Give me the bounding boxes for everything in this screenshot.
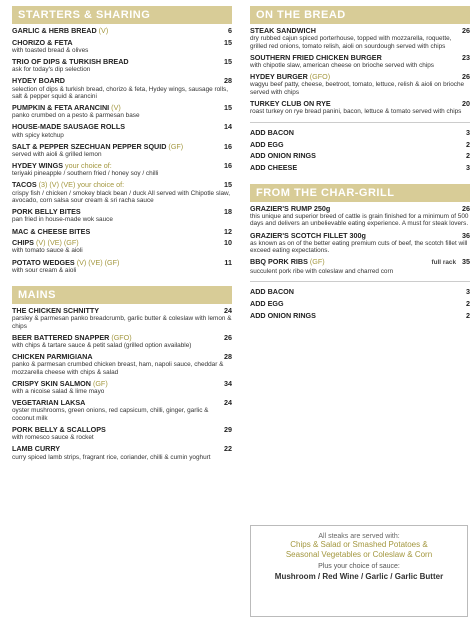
menu-item-row (12, 426, 232, 434)
menu-item (250, 73, 470, 96)
menu-item-row (12, 399, 232, 407)
menu-item-title: CHIPS (12, 238, 34, 248)
menu-item-description: curry spiced lamb strips, fragrant rice, coriander, chilli & cumin yoghurt (12, 453, 211, 461)
bread-list (250, 27, 470, 116)
menu-item-price-wrap (224, 426, 232, 434)
menu-item-row (12, 162, 232, 170)
menu-item-row (12, 380, 232, 388)
bread-addons-list (250, 129, 470, 172)
menu-item-row (12, 208, 232, 216)
menu-item-description: with a nicoise salad & lime mayo (12, 388, 105, 396)
menu-item-name (250, 258, 325, 266)
menu-item-row (250, 205, 470, 213)
menu-item-price-wrap (224, 380, 232, 388)
addon-name: ADD EGG (250, 298, 284, 308)
menu-item-dietary-tag: (3) (V) (VE) your choice of: (38, 180, 125, 190)
menu-item-price-wrap (224, 399, 232, 407)
menu-item-name (12, 380, 108, 388)
menu-item-description: with romesco sauce & rocket (12, 434, 94, 442)
menu-item (12, 399, 232, 422)
menu-item-dietary-tag: (V) (111, 103, 121, 113)
menu-item-description: with chipotle slaw, american cheese on brioche served with chips (250, 62, 435, 70)
divider (250, 281, 470, 282)
menu-item-row (250, 73, 470, 81)
menu-item-title: STEAK SANDWICH (250, 26, 316, 35)
menu-item-description: panko crumbed on a pesto & parmesan base (12, 112, 140, 120)
addon-row (250, 300, 470, 308)
menu-item-name (12, 77, 65, 85)
menu-item-name (12, 143, 183, 151)
menu-item-row (12, 104, 232, 112)
menu-item-price: 26 (462, 26, 470, 35)
menu-item-price-wrap (228, 27, 232, 35)
menu-item-price-wrap (224, 334, 232, 342)
menu-item-price: 16 (224, 161, 232, 171)
sides-intro: All steaks are served with: (318, 533, 400, 540)
menu-item-name (12, 353, 93, 361)
menu-item-row (12, 353, 232, 361)
left-column (12, 6, 232, 465)
menu-item (12, 58, 232, 74)
addon-name: ADD BACON (250, 287, 294, 297)
menu-item-row (12, 58, 232, 66)
menu-item-price: 11 (224, 257, 232, 267)
menu-item-title: CRISPY SKIN SALMON (12, 378, 91, 388)
menu-item-row (250, 100, 470, 108)
menu-item-price: 26 (224, 332, 232, 342)
menu-item-title: HYDEY BOARD (12, 76, 65, 86)
menu-item-price-wrap (224, 353, 232, 361)
addon-price: 3 (466, 162, 470, 172)
menu-item-description: parsley & parmesan panko breadcrumb, garlic butter & coleslaw with lemon & chips (12, 315, 232, 330)
menu-item-price: 10 (224, 238, 232, 248)
menu-item (250, 205, 470, 228)
menu-item-name (12, 181, 124, 189)
sides-options-line1: Chips & Salad or Smashed Potatoes & (290, 540, 428, 549)
grill-addons-list (250, 288, 470, 320)
menu-item-price: 28 (224, 352, 232, 362)
menu-item-title: HYDEY BURGER (250, 72, 308, 82)
menu-item-dietary-tag: (GF) (168, 141, 184, 151)
menu-item-title: GRAZIER'S SCOTCH FILLET 300g (250, 230, 366, 240)
menu-item-dietary-tag: (GF) (309, 257, 325, 267)
menu-item-description: selection of dips & turkish bread, chorizo & feta, Hydey wings, sausage rolls, salt & pepper squid & arancini (12, 85, 228, 101)
menu-item (12, 104, 232, 120)
menu-item-row (12, 27, 232, 35)
menu-item-price: 35 (462, 257, 470, 267)
menu-item-price-wrap (224, 58, 232, 66)
menu-item-price: 20 (462, 99, 470, 109)
menu-item-price: 22 (224, 444, 232, 454)
menu-item-row (250, 232, 470, 240)
menu-item-price-wrap (224, 39, 232, 47)
addon-price: 2 (466, 298, 470, 308)
menu-item (12, 353, 232, 376)
sauce-intro: Plus your choice of sauce: (318, 563, 400, 570)
menu-item-name (12, 123, 125, 131)
menu-item-price-wrap (224, 445, 232, 453)
sauce-options: Mushroom / Red Wine / Garlic / Garlic Butter (274, 572, 444, 581)
menu-item-price-wrap (224, 307, 232, 315)
menu-item-title: GARLIC & HERB BREAD (12, 26, 97, 35)
menu-item-name (250, 54, 382, 62)
menu-item-price: 36 (462, 230, 470, 240)
addon-row (250, 288, 470, 296)
menu-item (250, 100, 470, 116)
menu-item-price: 26 (462, 72, 470, 82)
menu-item-title: TURKEY CLUB ON RYE (250, 99, 331, 109)
menu-item-description: dry rubbed cajun spiced porterhouse, topped with mozzarella, roquette, grilled red onions, tomato relish, aioli on sourdough served with chips (250, 35, 452, 50)
menu-item-description: crispy fish / chicken / smokey black bean / duck All served with Chipotle slaw, avocado, corn salsa sour cream & sri racha sauce (12, 189, 231, 205)
menu-item (12, 307, 232, 330)
menu-item-row (12, 259, 232, 267)
menu-item-title: HYDEY WINGS (12, 161, 63, 171)
addon-name: ADD ONION RINGS (250, 151, 316, 161)
addon-name: ADD BACON (250, 127, 294, 137)
menu-item-row (250, 27, 470, 35)
sides-options-line2: Seasonal Vegetables or Coleslaw & Corn (285, 550, 433, 559)
menu-item-price-wrap (224, 239, 232, 247)
menu-item (12, 380, 232, 396)
menu-item-description: as known as on of the better eating premium cuts of beef, the scotch fillet will exceed eating expectations. (250, 239, 468, 255)
menu-item-row (12, 334, 232, 342)
menu-item-price: 23 (462, 52, 470, 62)
menu-item-name (250, 27, 316, 35)
menu-item-description: roast turkey on rye bread panini, bacon, lettuce & tomato served with chips (250, 108, 462, 116)
menu-item-price-wrap (224, 259, 232, 267)
menu-item-name (12, 162, 112, 170)
menu-item-description: succulent pork ribe with coleslaw and charred corn (250, 267, 394, 275)
menu-item-price-wrap (224, 143, 232, 151)
menu-item (12, 27, 232, 35)
right-column (250, 6, 470, 323)
menu-item (250, 27, 470, 50)
menu-item (12, 426, 232, 442)
menu-item-row (250, 54, 470, 62)
menu-item-name (12, 228, 90, 236)
menu-item-description: teriyaki pineapple / southern fried / honey soy / chilli (12, 170, 159, 178)
menu-item-title: BEER BATTERED SNAPPER (12, 332, 110, 342)
menu-item-dietary-tag: (V) (VE) (GF) (76, 257, 120, 267)
menu-item-title: GRAZIER'S RUMP 250g (250, 203, 331, 213)
menu-item-price: 24 (224, 398, 232, 408)
menu-item-title: PORK BELLY & SCALLOPS (12, 425, 106, 435)
menu-item (250, 54, 470, 70)
menu-item-name (12, 259, 119, 267)
menu-item-price-wrap (462, 232, 470, 240)
menu-item (12, 334, 232, 350)
addon-row (250, 164, 470, 172)
menu-item-row (250, 258, 470, 267)
addon-name: ADD CHEESE (250, 162, 298, 172)
addon-price: 2 (466, 310, 470, 320)
menu-item (12, 228, 232, 236)
menu-item (12, 77, 232, 100)
menu-item-name (12, 445, 60, 453)
menu-item-price-wrap (431, 258, 470, 267)
menu-item-description: ask for today's dip selection (12, 66, 91, 74)
menu-item-dietary-tag: (V) (VE) (GF) (35, 238, 79, 248)
menu-item-dietary-tag: (GF) (92, 378, 108, 388)
menu-item-price: 15 (224, 103, 232, 113)
steak-sides-box (250, 525, 468, 617)
menu-item (12, 162, 232, 178)
menu-item-title: MAC & CHEESE BITES (12, 226, 91, 236)
menu-item-dietary-tag: (GFO) (309, 72, 331, 82)
addon-name: ADD EGG (250, 139, 284, 149)
menu-item-price: 28 (224, 76, 232, 86)
menu-item-dietary-tag: (V) (98, 26, 109, 35)
menu-item-title: THE CHICKEN SCHNITTY (12, 305, 100, 315)
menu-item-name (12, 426, 106, 434)
menu-item-name (250, 100, 331, 108)
menu-item (250, 232, 470, 255)
menu-item-row (12, 239, 232, 247)
menu-item-description: served with aioli & grilled lemon (12, 150, 102, 158)
menu-item-name (250, 73, 330, 81)
menu-item-price: 12 (224, 226, 232, 236)
menu-item (12, 39, 232, 55)
menu-item-price-wrap (462, 205, 470, 213)
menu-item-description: this unique and superior breed of cattle is grain finished for a minimum of 500 days and delivers an unbelievable eating experience. A must for steak lovers. (250, 212, 469, 228)
menu-item (12, 445, 232, 461)
addon-price: 3 (466, 287, 470, 297)
menu-item-dietary-tag: (GFO) (111, 332, 132, 342)
menu-item-row (12, 307, 232, 315)
menu-item-portion: full rack (431, 259, 456, 267)
menu-item-price: 14 (224, 122, 232, 132)
menu-item-price: 24 (224, 305, 232, 315)
menu-item (250, 258, 470, 275)
menu-item-title: CHORIZO & FETA (12, 37, 73, 47)
menu-item-row (12, 181, 232, 189)
menu-item-title: SOUTHERN FRIED CHICKEN BURGER (250, 52, 382, 62)
section-header-bread: ON THE BREAD (250, 6, 470, 24)
menu-item-name (250, 205, 330, 213)
menu-item-name (12, 58, 129, 66)
menu-item-title: TACOS (12, 180, 37, 190)
menu-item-title: PORK BELLY BITES (12, 207, 81, 217)
menu-item-price-wrap (224, 104, 232, 112)
menu-item-title: LAMB CURRY (12, 444, 61, 454)
divider (250, 122, 470, 123)
menu-item-title: POTATO WEDGES (12, 257, 75, 267)
menu-item-name (12, 399, 85, 407)
menu-item-price: 15 (224, 57, 232, 66)
menu-item-description: with toasted bread & olives (12, 46, 89, 54)
menu-item-name (12, 239, 79, 247)
addon-name: ADD ONION RINGS (250, 310, 316, 320)
menu-item-price: 18 (224, 207, 232, 217)
menu-item-price-wrap (462, 54, 470, 62)
menu-item-price-wrap (224, 208, 232, 216)
menu-item-title: TRIO OF DIPS & TURKISH BREAD (12, 57, 129, 66)
menu-item-price: 15 (224, 180, 232, 190)
grill-list (250, 205, 470, 276)
menu-item-title: PUMPKIN & FETA ARANCINI (12, 103, 110, 113)
menu-item-row (12, 445, 232, 453)
menu-item-description: with sour cream & aioli (12, 266, 77, 274)
menu-item-title: CHICKEN PARMIGIANA (12, 352, 93, 362)
menu-item (12, 143, 232, 159)
menu-item-title: BBQ PORK RIBS (250, 257, 308, 267)
menu-item-price-wrap (224, 162, 232, 170)
menu-item-name (250, 232, 366, 240)
menu-item (12, 208, 232, 224)
addon-price: 2 (466, 139, 470, 149)
menu-item (12, 123, 232, 139)
menu-item-title: HOUSE-MADE SAUSAGE ROLLS (12, 122, 126, 132)
menu-item-name (12, 27, 108, 35)
menu-item-row (12, 77, 232, 85)
section-header-mains: MAINS (12, 286, 232, 304)
menu-item (12, 239, 232, 255)
menu-item-price-wrap (462, 100, 470, 108)
menu-item-price: 16 (224, 141, 232, 151)
section-header-grill: FROM THE CHAR-GRILL (250, 184, 470, 202)
menu-item (12, 259, 232, 275)
menu-item-name (12, 39, 73, 47)
addon-row (250, 141, 470, 149)
addon-row (250, 129, 470, 137)
menu-item-name (12, 104, 121, 112)
menu-item-description: with spicy ketchup (12, 131, 64, 139)
menu-item-dietary-tag: your choice of: (65, 161, 112, 171)
menu-item-name (12, 208, 81, 216)
menu-item-price: 34 (224, 378, 232, 388)
menu-item-description: with tomato sauce & aioli (12, 247, 83, 255)
menu-item-price: 15 (224, 37, 232, 47)
menu-item-price-wrap (224, 77, 232, 85)
menu-item-title: SALT & PEPPER SZECHUAN PEPPER SQUID (12, 141, 167, 151)
menu-item (12, 181, 232, 204)
addon-price: 2 (466, 151, 470, 161)
addon-price: 3 (466, 127, 470, 137)
menu-item-row (12, 228, 232, 236)
starters-list (12, 27, 232, 274)
menu-item-price-wrap (224, 181, 232, 189)
menu-item-price-wrap (224, 123, 232, 131)
menu-item-description: pan fried in house-made wok sauce (12, 216, 113, 224)
menu-item-price-wrap (462, 73, 470, 81)
section-header-starters: STARTERS & SHARING (12, 6, 232, 24)
menu-item-row (12, 143, 232, 151)
menu-item-description: with chips & tartare sauce & petit salad (grilled option available) (12, 341, 192, 349)
menu-item-description: panko & parmesan crumbed chicken breast, ham, napoli sauce, cheddar & mozzarella cheese with chips & salad (12, 361, 224, 376)
menu-item-price: 6 (228, 26, 232, 35)
menu-item-row (12, 123, 232, 131)
menu-item-price-wrap (224, 228, 232, 236)
menu-item-row (12, 39, 232, 47)
menu-item-price-wrap (462, 27, 470, 35)
menu-item-name (12, 334, 132, 342)
menu-item-price: 29 (224, 425, 232, 435)
menu-item-title: VEGETARIAN LAKSA (12, 398, 86, 408)
addon-row (250, 152, 470, 160)
menu-item-name (12, 307, 99, 315)
addon-row (250, 312, 470, 320)
mains-list (12, 307, 232, 461)
menu-item-description: oyster mushrooms, green onions, red capsicum, chilli, ginger, garlic & coconut milk (12, 407, 209, 423)
menu-item-description: wagyu beef patty, cheese, beetroot, tomato, lettuce, relish & aioli on brioche served with chips (250, 81, 465, 96)
menu-item-price: 26 (462, 203, 470, 213)
